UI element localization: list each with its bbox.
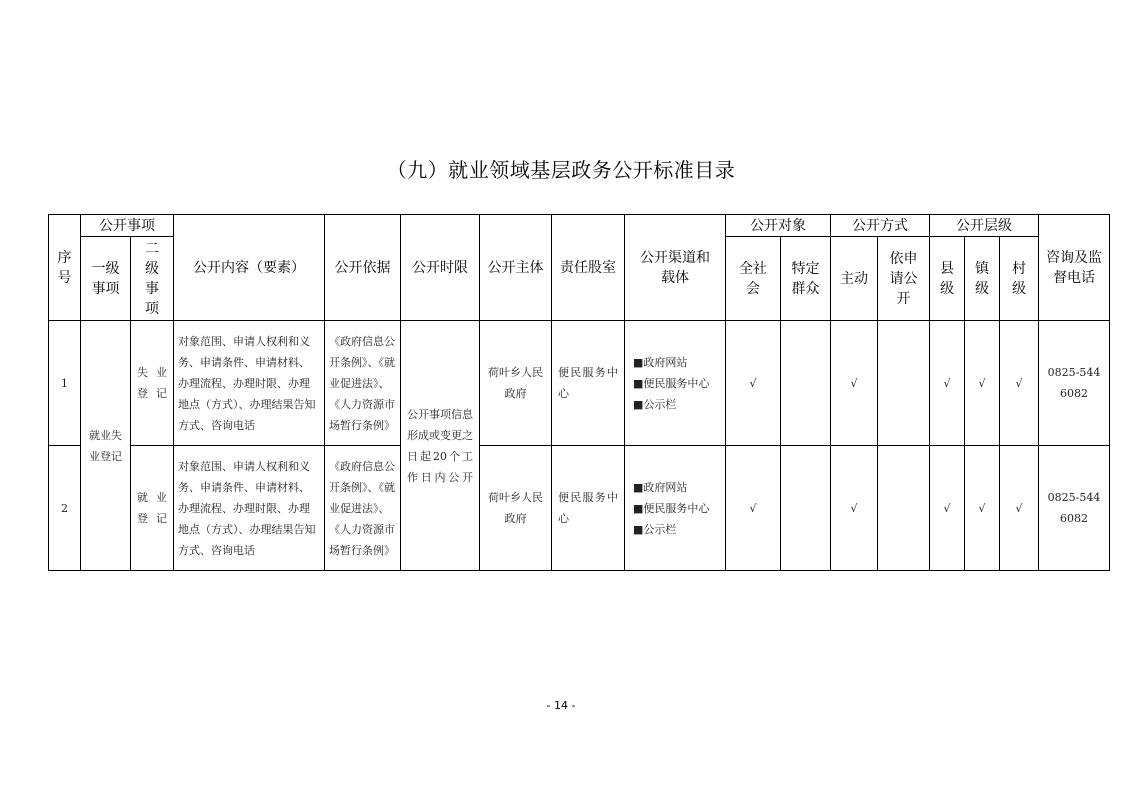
header-target-specific: 特定群众 xyxy=(781,237,831,321)
table-row xyxy=(49,321,1110,446)
row-subject: 荷叶乡人民政府 xyxy=(480,321,552,446)
row-level-county: √ xyxy=(930,446,965,571)
row-target-specific xyxy=(781,446,831,571)
row-content: 对象范围、申请人权利和义务、申请条件、申请材料、办理流程、办理时限、办理地点（方式）、办理结果告知方式、咨询电话 xyxy=(174,446,325,571)
catalog-table xyxy=(48,214,1110,571)
row-level-village: √ xyxy=(1000,446,1039,571)
header-channel: 公开渠道和载体 xyxy=(625,215,726,321)
row-contact: 0825-5446082 xyxy=(1039,321,1110,446)
row-level-town: √ xyxy=(965,446,1000,571)
row-seq: 2 xyxy=(49,446,81,571)
row-dept: 便民服务中心 xyxy=(552,321,625,446)
row-level-town: √ xyxy=(965,321,1000,446)
header-seq: 序号 xyxy=(49,215,81,321)
row-channels xyxy=(625,321,726,446)
header-level-county: 县级 xyxy=(930,237,965,321)
row-mode-apply xyxy=(878,446,930,571)
row-basis: 《政府信息公开条例》、《就业促进法》、《人力资源市场暂行条例》 xyxy=(325,446,401,571)
channel-item: ■公示栏 xyxy=(633,397,677,411)
header-level2: 二级事项 xyxy=(131,237,174,321)
row-mode-active: √ xyxy=(831,321,878,446)
row-level2: 就业登记 xyxy=(131,446,174,571)
row-target-specific xyxy=(781,321,831,446)
row-channels xyxy=(625,446,726,571)
header-target-all: 全社会 xyxy=(726,237,781,321)
page-title: （九）就业领域基层政务公开标准目录 xyxy=(386,158,736,182)
row-target-all: √ xyxy=(726,321,781,446)
row-target-all: √ xyxy=(726,446,781,571)
header-target-group: 公开对象 xyxy=(726,215,831,237)
header-mode-apply: 依申请公开 xyxy=(878,237,930,321)
table-row xyxy=(49,446,1110,571)
header-time-limit: 公开时限 xyxy=(401,215,480,321)
header-basis: 公开依据 xyxy=(325,215,401,321)
row-level-county: √ xyxy=(930,321,965,446)
row-dept: 便民服务中心 xyxy=(552,446,625,571)
row-content: 对象范围、申请人权利和义务、申请条件、申请材料、办理流程、办理时限、办理地点（方式）、办理结果告知方式、咨询电话 xyxy=(174,321,325,446)
header-mode-active: 主动 xyxy=(831,237,878,321)
header-content: 公开内容（要素） xyxy=(174,215,325,321)
row-seq: 1 xyxy=(49,321,81,446)
row-mode-active: √ xyxy=(831,446,878,571)
channel-item: ■政府网站 xyxy=(633,480,688,494)
header-level-town: 镇级 xyxy=(965,237,1000,321)
row-mode-apply xyxy=(878,321,930,446)
row-contact: 0825-5446082 xyxy=(1039,446,1110,571)
header-subject: 公开主体 xyxy=(480,215,552,321)
page-number: - 14 - xyxy=(546,699,576,712)
header-mode-group: 公开方式 xyxy=(831,215,930,237)
row-level2: 失业登记 xyxy=(131,321,174,446)
channel-item: ■便民服务中心 xyxy=(633,376,710,390)
row-basis: 《政府信息公开条例》、《就业促进法》、《人力资源市场暂行条例》 xyxy=(325,321,401,446)
header-level-group: 公开层级 xyxy=(930,215,1039,237)
row-subject: 荷叶乡人民政府 xyxy=(480,446,552,571)
level1-item: 就业失业登记 xyxy=(81,321,131,571)
header-items-group: 公开事项 xyxy=(81,215,174,237)
header-dept: 责任股室 xyxy=(552,215,625,321)
header-contact: 咨询及监督电话 xyxy=(1039,215,1110,321)
header-level1: 一级事项 xyxy=(81,237,131,321)
channel-item: ■政府网站 xyxy=(633,355,688,369)
header-level-village: 村级 xyxy=(1000,237,1039,321)
row-level-village: √ xyxy=(1000,321,1039,446)
time-limit: 公开事项信息形成或变更之日起20个工作日内公开 xyxy=(401,321,480,571)
channel-item: ■便民服务中心 xyxy=(633,501,710,515)
channel-item: ■公示栏 xyxy=(633,522,677,536)
